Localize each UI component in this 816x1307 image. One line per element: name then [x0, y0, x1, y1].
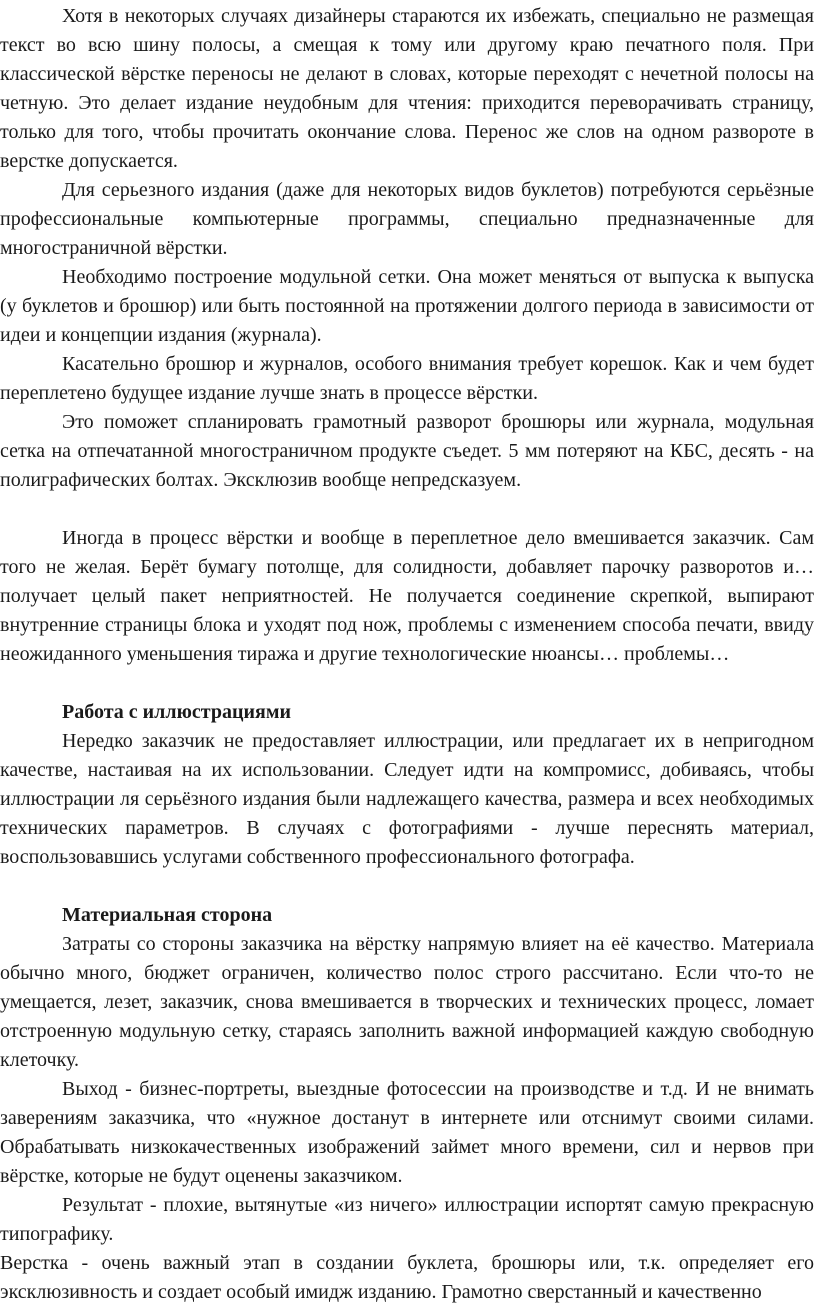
paragraph-hyphenation: Хотя в некоторых случаях дизайнеры стараются их избежать, специально не размещая текст во всю шину полосы, а смещая к тому или другому краю печатного поля. При классической вёрстке переносы не делают в словах, которые переходят с нечетной полосы на четную. Это делает издание неудобным для чтения: приходится переворачивать страницу, только для того, чтобы прочитать окончание слова. Перенос же слов на одном развороте в верстке допускается. — [0, 5, 814, 172]
paragraph-illustrations: Нередко заказчик не предоставляет иллюстрации, или предлагает их в непригодном качестве, настаивая на их использовании. Следует идти на компромисс, добиваясь, чтобы иллюстрации ля серьёзного издания были надлежащего качества, размера и всех необходимых технических параметров. В случаях с фотографиями - лучше переснять материал, воспользовавшись услугами собственного профессионального фотографа. — [0, 730, 814, 868]
paragraph-solution: Выход - бизнес-портреты, выездные фотосессии на производстве и т.д. И не внимать заверениям заказчика, что «нужное достанут в интернете или отснимут своими силами. Обрабатывать низкокачественных изображений займет много времени, сил и нервов при вёрстке, которые не будут оценены заказчиком. — [0, 1078, 814, 1187]
spacer — [0, 872, 814, 901]
paragraph-modular-grid: Необходимо построение модульной сетки. Она может меняться от выпуска к выпуска (у буклетов и брошюр) или быть постоянной на протяжении долгого периода в зависимости от идеи и концепции издания (журнала). — [0, 266, 814, 346]
spacer — [0, 669, 814, 698]
paragraph-costs: Затраты со стороны заказчика на вёрстку напрямую влияет на её качество. Материала обычно много, бюджет ограничен, количество полос строго рассчитано. Если что-то не умещается, лезет, заказчик, снова вмешивается в творческих и технических процесс, ломает отстроенную модульную сетку, стараясь заполнить важной информацией каждую свободную клеточку. — [0, 933, 814, 1071]
section-heading-illustrations: Работа с иллюстрациями — [62, 701, 291, 723]
section-heading-material-side: Материальная сторона — [62, 904, 273, 926]
document-body — [0, 2, 814, 1307]
spacer — [0, 495, 814, 524]
paragraph-customer-intervention: Иногда в процесс вёрстки и вообще в переплетное дело вмешивается заказчик. Сам того не желая. Берёт бумагу потолще, для солидности, добавляет парочку разворотов и… получает целый пакет неприятностей. Не получается соединение скрепкой, выпирают внутренние страницы блока и уходят под нож, проблемы с изменением способа печати, ввиду неожиданного уменьшения тиража и другие технологические нюансы… проблемы… — [0, 527, 814, 665]
paragraph-result: Результат - плохие, вытянутые «из ничего» иллюстрации испортят самую прекрасную типографику. — [0, 1194, 814, 1245]
paragraph-conclusion: Верстка - очень важный этап в создании буклета, брошюры или, т.к. определяет его эксклюзивность и создает особый имидж изданию. Грамотно сверстанный и качественно — [0, 1252, 814, 1303]
paragraph-software: Для серьезного издания (даже для некоторых видов буклетов) потребуются серьёзные профессиональные компьютерные программы, специально предназначенные для многостраничной вёрстки. — [0, 179, 814, 259]
paragraph-spine: Касательно брошюр и журналов, особого внимания требует корешок. Как и чем будет переплетено будущее издание лучше знать в процессе вёрстки. — [0, 353, 814, 404]
paragraph-spread-planning: Это поможет спланировать грамотный разворот брошюры или журнала, модульная сетка на отпечатанной многостраничном продукте съедет. 5 мм потеряют на КБС, десять - на полиграфических болтах. Эксклюзив вообще непредсказуем. — [0, 411, 814, 491]
